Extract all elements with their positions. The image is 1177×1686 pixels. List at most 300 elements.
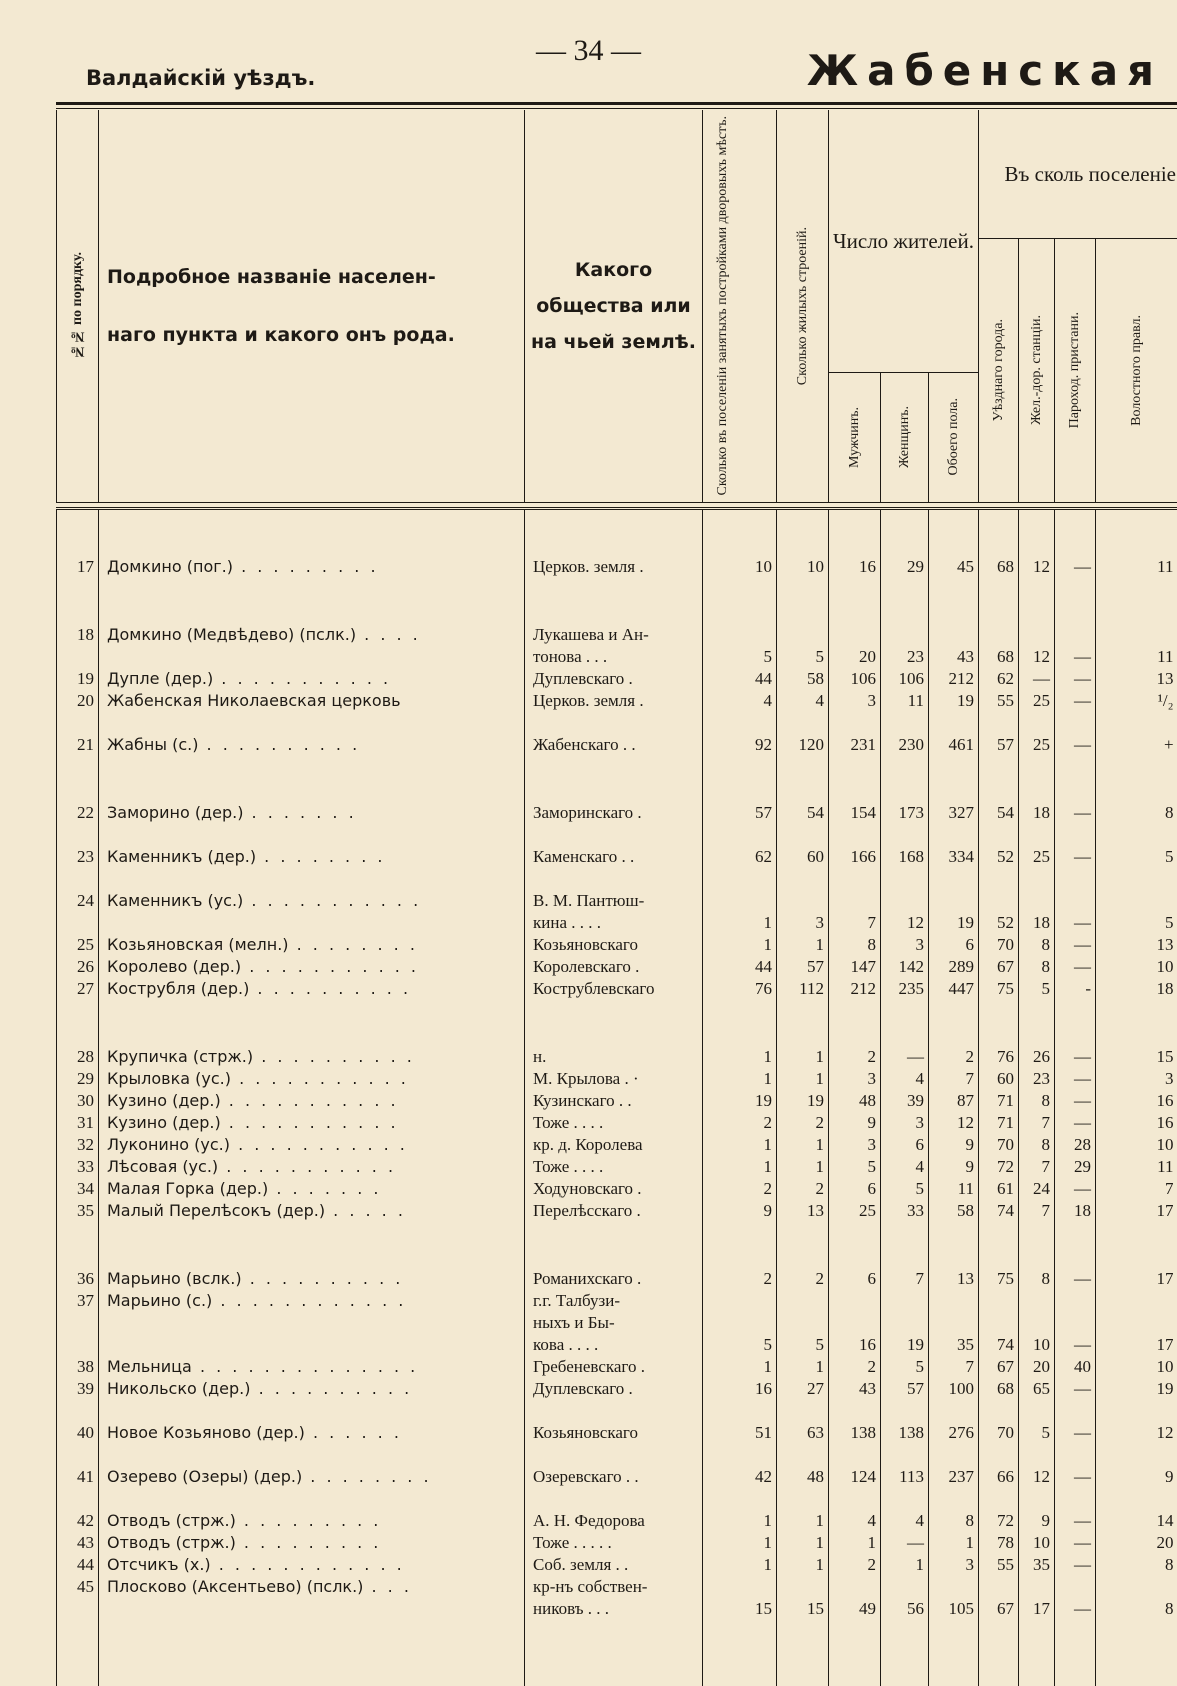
spacer-cell <box>777 1000 829 1046</box>
row-number: 21 <box>57 734 99 756</box>
row-number: 36 <box>57 1268 99 1290</box>
spacer-cell <box>1055 1620 1096 1686</box>
row-number: 17 <box>57 556 99 578</box>
station-cell: 35 <box>1019 1554 1055 1576</box>
buildings-cell: 1 <box>777 1156 829 1178</box>
female-cell: 5 <box>881 1356 929 1378</box>
buildings-cell: 19 <box>777 1090 829 1112</box>
spacer-cell <box>979 868 1019 890</box>
both-cell: 105 <box>929 1598 979 1620</box>
table-row <box>57 1334 1177 1356</box>
spacer-cell <box>979 824 1019 846</box>
spacer-cell <box>57 1400 99 1422</box>
station-cell <box>1019 1576 1055 1598</box>
spacer-cell <box>777 1400 829 1422</box>
volost-cell: 18 <box>1096 978 1177 1000</box>
town-cell: 78 <box>979 1532 1019 1554</box>
settlement-name-text: Крупичка (стрж.) <box>107 1047 253 1066</box>
buildings-cell: 1 <box>777 1554 829 1576</box>
row-number: 29 <box>57 1068 99 1090</box>
station-cell: 12 <box>1019 1466 1055 1488</box>
station-cell: 25 <box>1019 846 1055 868</box>
dwellings-cell: 1 <box>703 1156 777 1178</box>
society-cell: Лукашева и Ан- <box>525 624 703 646</box>
table-row <box>57 1268 1177 1290</box>
dwellings-cell <box>703 1312 777 1334</box>
male-cell: 8 <box>829 934 881 956</box>
table-row <box>57 1290 1177 1312</box>
spacer-cell <box>881 1444 929 1466</box>
female-cell: 7 <box>881 1268 929 1290</box>
female-cell: 12 <box>881 912 929 934</box>
row-number: 45 <box>57 1576 99 1598</box>
settlement-name <box>99 934 525 956</box>
col-header-pier-text: Пароход. пристани. <box>1065 306 1085 434</box>
town-cell: 71 <box>979 1112 1019 1134</box>
station-cell: 26 <box>1019 1046 1055 1068</box>
spacer-cell <box>1096 1222 1177 1268</box>
spacer-row <box>57 1444 1177 1466</box>
spacer-cell <box>929 578 979 624</box>
both-cell: 7 <box>929 1356 979 1378</box>
spacer-cell <box>777 868 829 890</box>
male-cell: 166 <box>829 846 881 868</box>
table-row <box>57 802 1177 824</box>
both-cell: 11 <box>929 1178 979 1200</box>
row-number: 31 <box>57 1112 99 1134</box>
row-number: 26 <box>57 956 99 978</box>
spacer-cell <box>99 824 525 846</box>
spacer-cell <box>57 1620 99 1686</box>
table-row <box>57 734 1177 756</box>
both-cell: 19 <box>929 690 979 712</box>
spacer-cell <box>57 756 99 802</box>
male-cell: 25 <box>829 1200 881 1222</box>
leader-dots: . . . . . . . . . . . . <box>212 1291 406 1310</box>
buildings-cell: 112 <box>777 978 829 1000</box>
spacer-cell <box>525 1222 703 1268</box>
spacer-cell <box>929 508 979 556</box>
station-cell: 65 <box>1019 1378 1055 1400</box>
female-cell <box>881 624 929 646</box>
male-cell: 3 <box>829 1068 881 1090</box>
female-cell: 11 <box>881 690 929 712</box>
spacer-cell <box>703 1400 777 1422</box>
spacer-row <box>57 712 1177 734</box>
town-cell: 55 <box>979 1554 1019 1576</box>
volost-cell <box>1096 1290 1177 1312</box>
station-cell <box>1019 624 1055 646</box>
buildings-cell: 120 <box>777 734 829 756</box>
row-number: 40 <box>57 1422 99 1444</box>
settlement-name <box>99 1510 525 1532</box>
dwellings-cell: 62 <box>703 846 777 868</box>
pier-cell: — <box>1055 1554 1096 1576</box>
leader-dots: . . . . . . . <box>243 803 356 822</box>
spacer-cell <box>829 1000 881 1046</box>
table-row <box>57 1510 1177 1532</box>
town-cell: 61 <box>979 1178 1019 1200</box>
spacer-cell <box>703 1488 777 1510</box>
dwellings-cell: 44 <box>703 956 777 978</box>
col-header-name-line1: Подробное названіе населен- <box>99 258 524 296</box>
pier-cell <box>1055 1576 1096 1598</box>
female-cell: 39 <box>881 1090 929 1112</box>
volost-cell: 8 <box>1096 1554 1177 1576</box>
spacer-cell <box>525 868 703 890</box>
volost-cell: 17 <box>1096 1200 1177 1222</box>
female-cell: 173 <box>881 802 929 824</box>
dwellings-cell: 1 <box>703 1068 777 1090</box>
station-cell <box>1019 890 1055 912</box>
settlement-name-text: Отводъ (стрж.) <box>107 1533 236 1552</box>
spacer-cell <box>929 1400 979 1422</box>
female-cell: 113 <box>881 1466 929 1488</box>
spacer-cell <box>1019 1488 1055 1510</box>
society-cell: А. Н. Федорова <box>525 1510 703 1532</box>
spacer-cell <box>777 824 829 846</box>
spacer-cell <box>979 712 1019 734</box>
town-cell: 70 <box>979 1422 1019 1444</box>
settlement-name <box>99 1532 525 1554</box>
settlement-name-text: Мельница <box>107 1357 192 1376</box>
female-cell: 29 <box>881 556 929 578</box>
buildings-cell: 2 <box>777 1268 829 1290</box>
pier-cell: — <box>1055 934 1096 956</box>
female-cell: 5 <box>881 1178 929 1200</box>
society-cell: кр. д. Королева <box>525 1134 703 1156</box>
settlement-name-text: Никольско (дер.) <box>107 1379 251 1398</box>
spacer-cell <box>525 1444 703 1466</box>
female-cell: 3 <box>881 934 929 956</box>
spacer-cell <box>1055 868 1096 890</box>
station-cell: 18 <box>1019 802 1055 824</box>
spacer-cell <box>1019 868 1055 890</box>
spacer-cell <box>1019 712 1055 734</box>
volost-cell: 10 <box>1096 956 1177 978</box>
spacer-cell <box>881 1000 929 1046</box>
spacer-cell <box>99 1620 525 1686</box>
spacer-cell <box>1055 756 1096 802</box>
spacer-cell <box>829 824 881 846</box>
pier-cell: — <box>1055 846 1096 868</box>
table-row <box>57 556 1177 578</box>
spacer-cell <box>777 712 829 734</box>
spacer-cell <box>881 756 929 802</box>
settlement-name-text: Домкино (пог.) <box>107 557 233 576</box>
society-cell: Озеревскаго . . <box>525 1466 703 1488</box>
table-row <box>57 978 1177 1000</box>
settlement-name <box>99 1268 525 1290</box>
pier-cell: - <box>1055 978 1096 1000</box>
both-cell: 237 <box>929 1466 979 1488</box>
spacer-cell <box>1055 1444 1096 1466</box>
col-header-buildings <box>777 110 829 502</box>
both-cell: 9 <box>929 1156 979 1178</box>
row-number: 41 <box>57 1466 99 1488</box>
dwellings-cell: 51 <box>703 1422 777 1444</box>
male-cell: 124 <box>829 1466 881 1488</box>
station-cell: 8 <box>1019 1090 1055 1112</box>
society-cell: М. Крылова . · <box>525 1068 703 1090</box>
buildings-cell <box>777 890 829 912</box>
top-rule-thin <box>56 108 1177 109</box>
female-cell: 138 <box>881 1422 929 1444</box>
volost-cell: 16 <box>1096 1112 1177 1134</box>
dwellings-cell: 1 <box>703 1554 777 1576</box>
settlement-name-text: Кузино (дер.) <box>107 1113 221 1132</box>
town-cell: 75 <box>979 978 1019 1000</box>
pier-cell: 28 <box>1055 1134 1096 1156</box>
settlement-name-text: Отсчикъ (х.) <box>107 1555 211 1574</box>
spacer-cell <box>979 1620 1019 1686</box>
spacer-cell <box>929 756 979 802</box>
settlement-name <box>99 690 525 712</box>
settlement-name <box>99 912 525 934</box>
spacer-cell <box>57 868 99 890</box>
row-number: 24 <box>57 890 99 912</box>
both-cell <box>929 1576 979 1598</box>
table-row <box>57 934 1177 956</box>
settlement-name <box>99 734 525 756</box>
spacer-cell <box>57 824 99 846</box>
leader-dots: . . . . . . . . <box>302 1467 431 1486</box>
leader-dots: . . . . . . . . . . <box>249 979 411 998</box>
dwellings-cell: 44 <box>703 668 777 690</box>
settlement-name-text: Королево (дер.) <box>107 957 241 976</box>
spacer-cell <box>929 1488 979 1510</box>
buildings-cell: 1 <box>777 1532 829 1554</box>
row-number: 37 <box>57 1290 99 1312</box>
pier-cell: — <box>1055 912 1096 934</box>
spacer-cell <box>1055 508 1096 556</box>
spacer-cell <box>777 756 829 802</box>
settlement-name <box>99 1312 525 1334</box>
both-cell: 461 <box>929 734 979 756</box>
dwellings-cell: 5 <box>703 646 777 668</box>
dwellings-cell: 92 <box>703 734 777 756</box>
row-number: 25 <box>57 934 99 956</box>
table-row <box>57 1598 1177 1620</box>
table-row <box>57 1312 1177 1334</box>
row-number: 19 <box>57 668 99 690</box>
volost-cell: 9 <box>1096 1466 1177 1488</box>
female-cell <box>881 1290 929 1312</box>
male-cell: 4 <box>829 1510 881 1532</box>
town-cell: 72 <box>979 1156 1019 1178</box>
station-cell: 10 <box>1019 1532 1055 1554</box>
buildings-cell: 1 <box>777 1510 829 1532</box>
table-row <box>57 668 1177 690</box>
spacer-cell <box>1096 824 1177 846</box>
society-cell: Кузинскаго . . <box>525 1090 703 1112</box>
volost-cell: 17 <box>1096 1334 1177 1356</box>
society-cell: Перелѣсскаго . <box>525 1200 703 1222</box>
both-cell: 447 <box>929 978 979 1000</box>
col-header-society <box>525 110 703 502</box>
table-row <box>57 1068 1177 1090</box>
settlement-name-text: Кузино (дер.) <box>107 1091 221 1110</box>
volost-cell: 3 <box>1096 1068 1177 1090</box>
row-number: 18 <box>57 624 99 646</box>
row-number: 42 <box>57 1510 99 1532</box>
row-number: 43 <box>57 1532 99 1554</box>
dwellings-cell: 5 <box>703 1334 777 1356</box>
spacer-cell <box>57 1222 99 1268</box>
male-cell: 16 <box>829 556 881 578</box>
spacer-cell <box>979 508 1019 556</box>
volost-cell: 5 <box>1096 846 1177 868</box>
leader-dots: . . . . . . . . . . . <box>241 957 419 976</box>
spacer-cell <box>1096 1620 1177 1686</box>
row-number: 35 <box>57 1200 99 1222</box>
station-cell: 9 <box>1019 1510 1055 1532</box>
female-cell: 56 <box>881 1598 929 1620</box>
volost-title: Жабенская <box>807 46 1163 95</box>
spacer-row <box>57 1222 1177 1268</box>
spacer-cell <box>1019 578 1055 624</box>
table-row <box>57 846 1177 868</box>
male-cell: 3 <box>829 690 881 712</box>
volost-cell: 12 <box>1096 1422 1177 1444</box>
station-cell: 23 <box>1019 1068 1055 1090</box>
volost-cell <box>1096 1576 1177 1598</box>
pier-cell: 29 <box>1055 1156 1096 1178</box>
table-row <box>57 890 1177 912</box>
spacer-cell <box>525 756 703 802</box>
spacer-cell <box>979 1222 1019 1268</box>
spacer-cell <box>1096 868 1177 890</box>
town-cell <box>979 624 1019 646</box>
col-header-name <box>99 110 525 502</box>
settlement-name <box>99 978 525 1000</box>
society-cell: Соб. земля . . <box>525 1554 703 1576</box>
row-number: 20 <box>57 690 99 712</box>
buildings-cell: 2 <box>777 1112 829 1134</box>
dwellings-cell: 1 <box>703 1046 777 1068</box>
both-cell: 9 <box>929 1134 979 1156</box>
leader-dots: . . . . . . . . <box>256 847 385 866</box>
col-header-town <box>979 238 1019 502</box>
col-header-male <box>829 372 881 502</box>
spacer-row <box>57 756 1177 802</box>
male-cell: 48 <box>829 1090 881 1112</box>
station-cell: 8 <box>1019 1134 1055 1156</box>
settlement-name-text: Каменникъ (дер.) <box>107 847 256 866</box>
table-row <box>57 1532 1177 1554</box>
table-row <box>57 646 1177 668</box>
spacer-cell <box>1019 756 1055 802</box>
both-cell <box>929 624 979 646</box>
leader-dots: . . . . . . . . . . . . . . <box>192 1357 418 1376</box>
spacer-cell <box>777 1222 829 1268</box>
volost-cell: 5 <box>1096 912 1177 934</box>
pier-cell: — <box>1055 556 1096 578</box>
table-row <box>57 912 1177 934</box>
male-cell: 2 <box>829 1046 881 1068</box>
table-body <box>57 508 1177 1686</box>
spacer-row <box>57 1400 1177 1422</box>
spacer-cell <box>57 1488 99 1510</box>
table-row <box>57 1112 1177 1134</box>
table-row <box>57 1356 1177 1378</box>
pier-cell: — <box>1055 1510 1096 1532</box>
leader-dots: . . . . . . . . . <box>236 1511 382 1530</box>
society-cell: Церков. земля . <box>525 690 703 712</box>
spacer-cell <box>881 868 929 890</box>
dwellings-cell: 42 <box>703 1466 777 1488</box>
spacer-cell <box>703 1000 777 1046</box>
both-cell <box>929 1312 979 1334</box>
pier-cell: — <box>1055 1112 1096 1134</box>
leader-dots: . . . <box>363 1577 412 1596</box>
row-number: 39 <box>57 1378 99 1400</box>
col-header-volost-text: Волостного правл. <box>1127 309 1147 432</box>
spacer-cell <box>703 1444 777 1466</box>
spacer-cell <box>777 1444 829 1466</box>
volost-cell: 14 <box>1096 1510 1177 1532</box>
town-cell: 72 <box>979 1510 1019 1532</box>
spacer-cell <box>1055 1222 1096 1268</box>
row-number <box>57 912 99 934</box>
spacer-cell <box>703 712 777 734</box>
pier-cell: — <box>1055 1268 1096 1290</box>
buildings-cell: 48 <box>777 1466 829 1488</box>
leader-dots: . . . . . . . . . . . <box>218 1157 396 1176</box>
spacer-cell <box>929 712 979 734</box>
leader-dots: . . . . . . . . . <box>236 1533 382 1552</box>
spacer-cell <box>1019 508 1055 556</box>
settlement-name-text: Домкино (Медвѣдево) (пслк.) <box>107 625 356 644</box>
spacer-cell <box>99 1222 525 1268</box>
male-cell: 106 <box>829 668 881 690</box>
society-cell: кова . . . . <box>525 1334 703 1356</box>
spacer-row <box>57 868 1177 890</box>
settlement-name <box>99 1290 525 1312</box>
pier-cell: — <box>1055 1334 1096 1356</box>
spacer-cell <box>829 1400 881 1422</box>
table-row <box>57 624 1177 646</box>
female-cell <box>881 1576 929 1598</box>
col-header-male-text: Мужчинъ. <box>845 401 865 474</box>
spacer-cell <box>1096 508 1177 556</box>
row-number: 30 <box>57 1090 99 1112</box>
town-cell <box>979 1290 1019 1312</box>
settlement-name-text: Крыловка (ус.) <box>107 1069 231 1088</box>
col-header-female-text: Женщинъ. <box>895 400 915 474</box>
station-cell: 12 <box>1019 646 1055 668</box>
male-cell: 16 <box>829 1334 881 1356</box>
buildings-cell <box>777 1290 829 1312</box>
dwellings-cell: 2 <box>703 1178 777 1200</box>
dwellings-cell: 2 <box>703 1268 777 1290</box>
settlement-name <box>99 1466 525 1488</box>
settlement-name <box>99 1200 525 1222</box>
society-cell: Заморинскаго . <box>525 802 703 824</box>
spacer-cell <box>1019 1000 1055 1046</box>
female-cell: 4 <box>881 1068 929 1090</box>
col-header-distance <box>979 110 1177 238</box>
settlement-name <box>99 1378 525 1400</box>
pier-cell: — <box>1055 1466 1096 1488</box>
station-cell: 7 <box>1019 1112 1055 1134</box>
table-row <box>57 690 1177 712</box>
leader-dots: . . . . . . <box>305 1423 402 1442</box>
settlement-name <box>99 1554 525 1576</box>
spacer-cell <box>881 1400 929 1422</box>
town-cell: 76 <box>979 1046 1019 1068</box>
volost-cell: 7 <box>1096 1178 1177 1200</box>
